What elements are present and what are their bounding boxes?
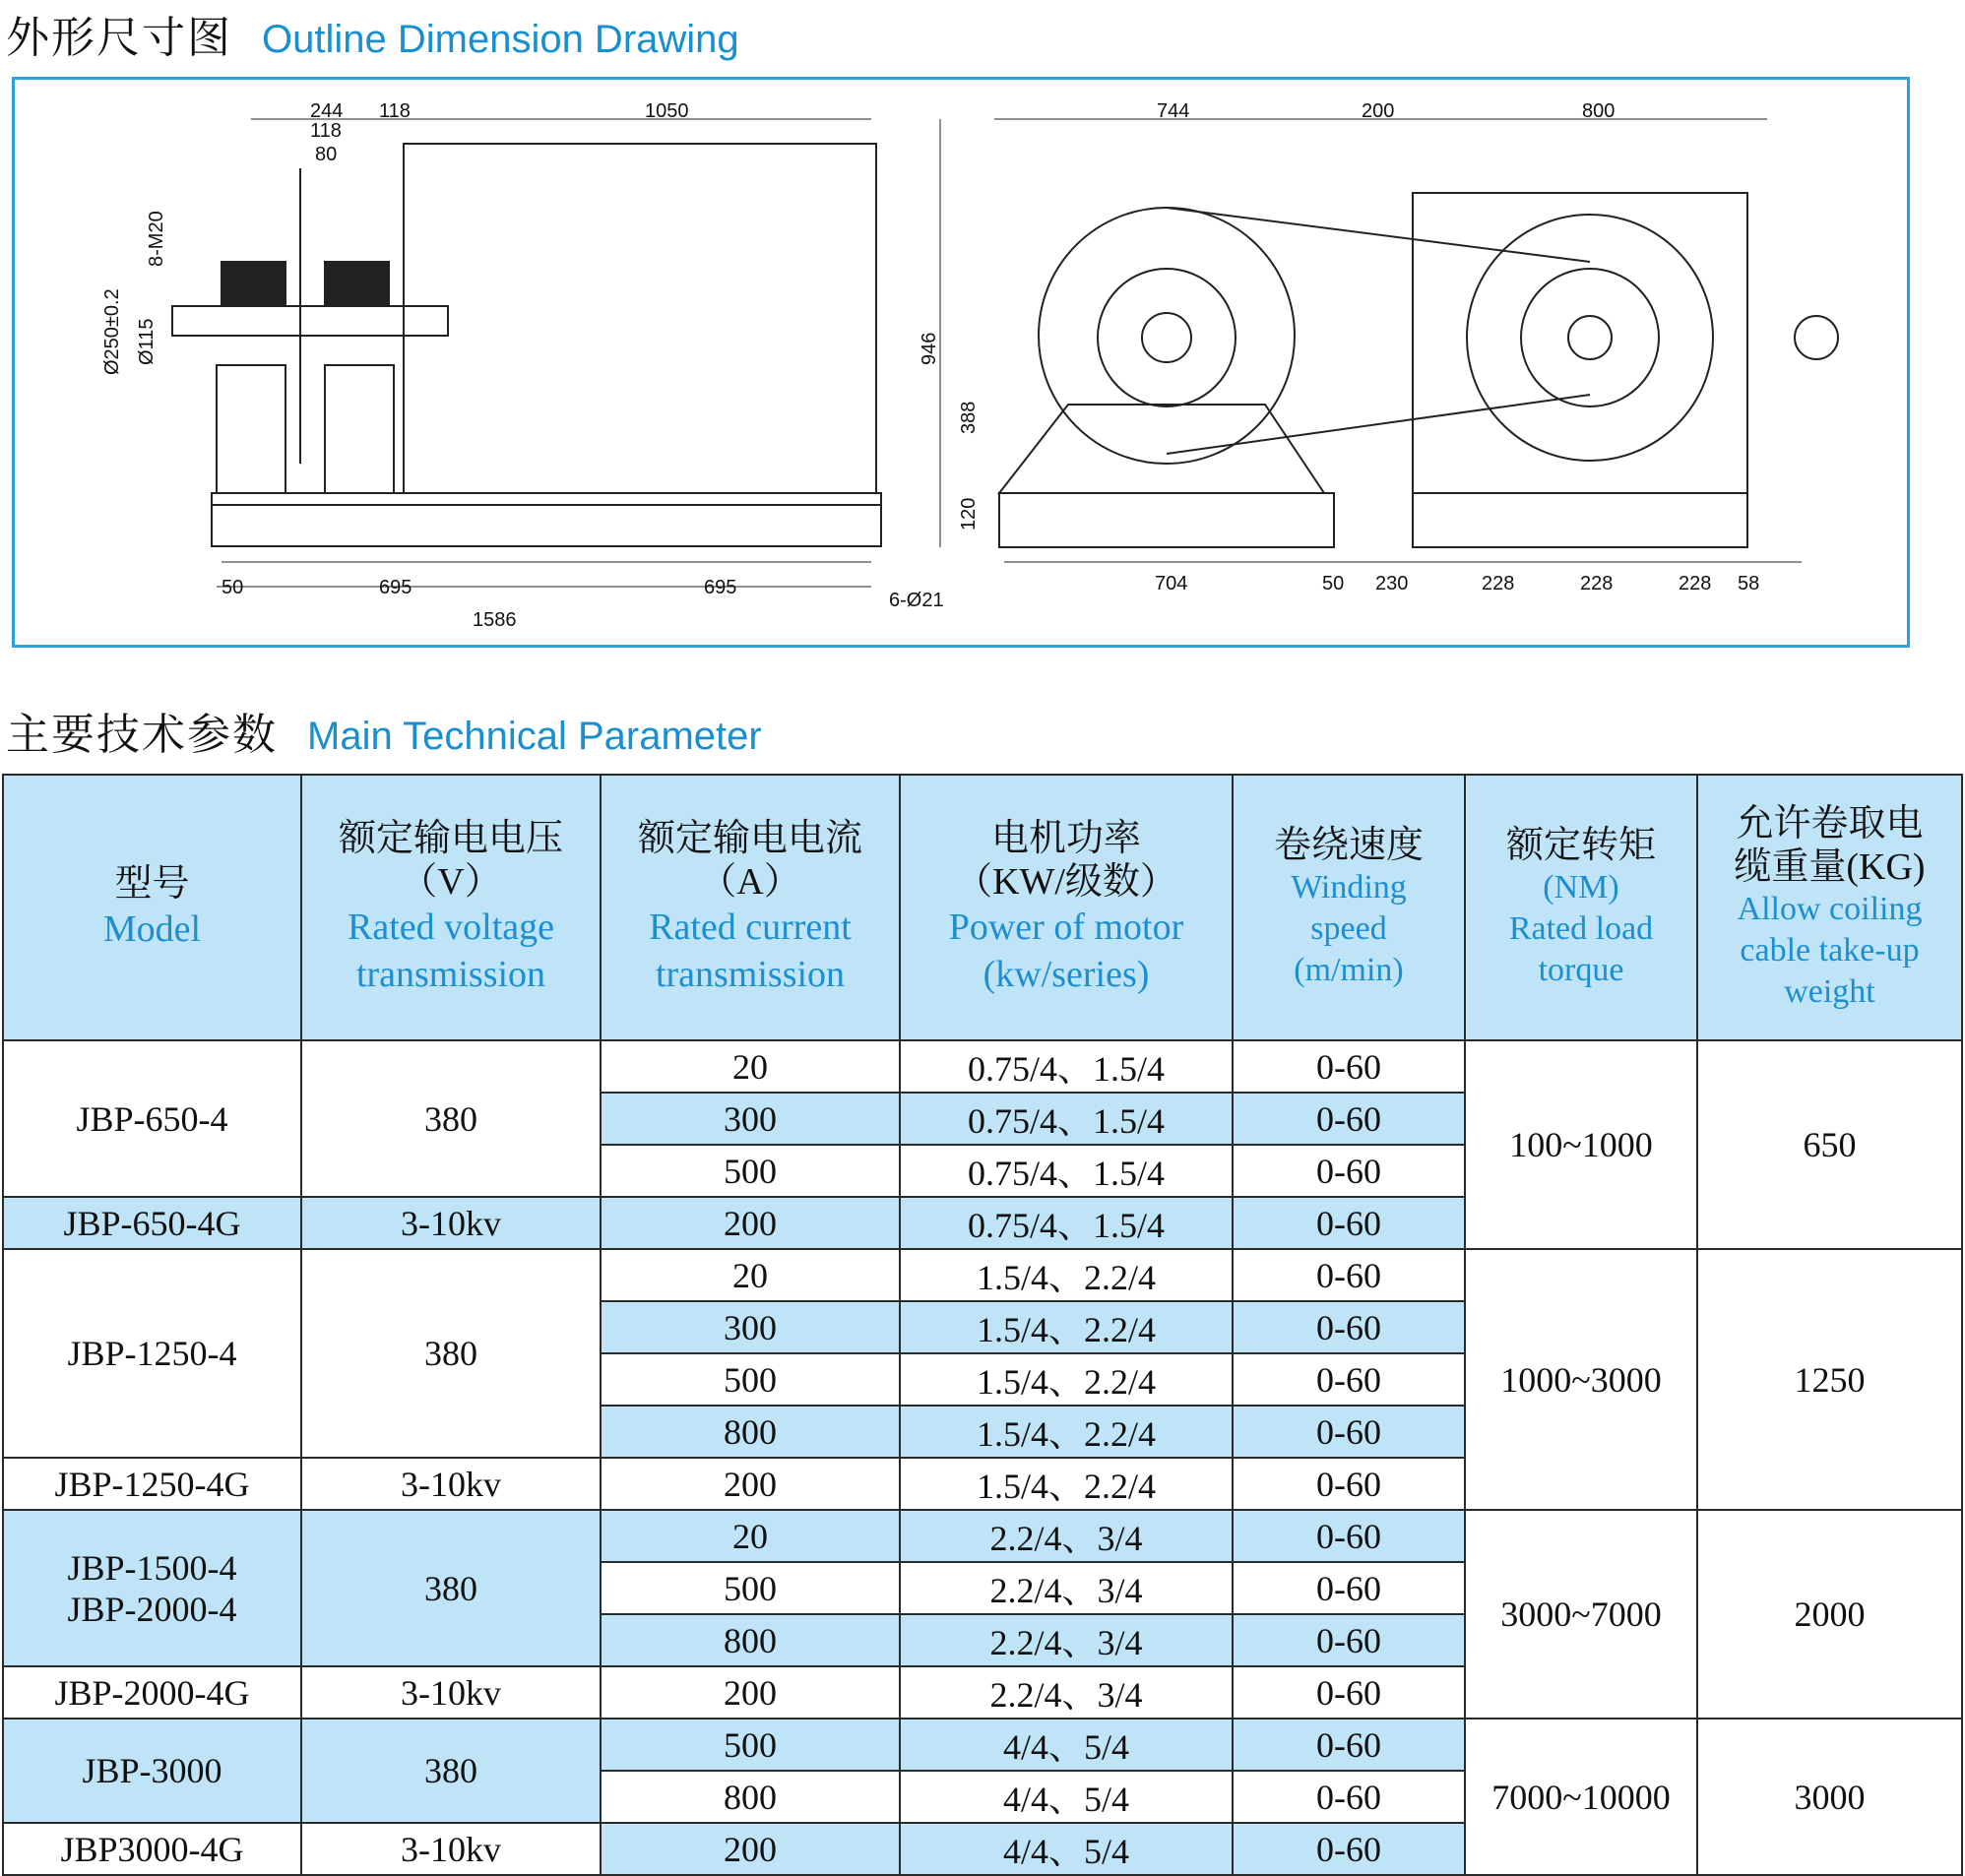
table-row — [3, 1510, 1962, 1562]
speed-cell: 0-60 — [1233, 1406, 1465, 1458]
current-cell: 500 — [601, 1145, 900, 1197]
dim-50b: 50 — [1322, 573, 1345, 594]
power-cell: 4/4、5/4 — [900, 1771, 1233, 1823]
model-cell: JBP-650-4 — [3, 1040, 301, 1197]
voltage-cell: 3-10kv — [301, 1823, 601, 1875]
dim-695a: 695 — [379, 577, 412, 598]
header-power: 电机功率 （KW/级数） Power of motor (kw/series) — [900, 775, 1233, 1040]
weight-cell: 650 — [1697, 1040, 1962, 1249]
power-cell: 2.2/4、3/4 — [900, 1614, 1233, 1666]
power-cell: 4/4、5/4 — [900, 1719, 1233, 1771]
voltage-cell: 3-10kv — [301, 1666, 601, 1719]
dim-1050: 1050 — [645, 100, 689, 122]
right-belt-top — [1167, 208, 1590, 262]
speed-cell: 0-60 — [1233, 1823, 1465, 1875]
model-line: JBP-2000-4 — [67, 1589, 237, 1629]
outline-title-cn: 外形尺寸图 — [6, 13, 232, 63]
dim-6-phi21: 6-Ø21 — [889, 590, 944, 611]
right-gearbox — [1413, 193, 1747, 493]
table-row — [3, 1040, 1962, 1093]
dim-8-m20: 8-M20 — [146, 211, 167, 267]
right-motor-stand — [999, 405, 1324, 493]
model-cell: JBP-1250-4 — [3, 1249, 301, 1458]
voltage-cell: 380 — [301, 1249, 601, 1458]
current-cell: 500 — [601, 1353, 900, 1406]
speed-cell: 0-60 — [1233, 1249, 1465, 1301]
power-cell: 4/4、5/4 — [900, 1823, 1233, 1875]
current-cell: 800 — [601, 1614, 900, 1666]
speed-cell: 0-60 — [1233, 1353, 1465, 1406]
dim-946: 946 — [919, 332, 940, 365]
dim-744: 744 — [1157, 100, 1190, 122]
dim-1586: 1586 — [473, 609, 517, 631]
speed-cell: 0-60 — [1233, 1510, 1465, 1562]
speed-cell: 0-60 — [1233, 1562, 1465, 1614]
header-model: 型号 Model — [3, 775, 301, 1040]
dim-228c: 228 — [1679, 573, 1712, 594]
power-cell: 0.75/4、1.5/4 — [900, 1145, 1233, 1197]
current-cell: 200 — [601, 1197, 900, 1249]
left-cable-drum-box — [404, 144, 876, 493]
model-cell: JBP-3000 — [3, 1719, 301, 1823]
right-motor-face — [1098, 269, 1236, 406]
weight-cell: 2000 — [1697, 1510, 1962, 1719]
dim-388: 388 — [958, 401, 980, 434]
header-current: 额定输电电流 （A） Rated current transmission — [601, 775, 900, 1040]
dim-228a: 228 — [1482, 573, 1515, 594]
power-cell: 1.5/4、2.2/4 — [900, 1458, 1233, 1510]
current-cell: 500 — [601, 1719, 900, 1771]
right-reel-hub — [1568, 316, 1612, 359]
power-cell: 0.75/4、1.5/4 — [900, 1197, 1233, 1249]
torque-cell: 7000~10000 — [1465, 1719, 1697, 1875]
current-cell: 300 — [601, 1301, 900, 1353]
left-base-frame — [212, 505, 881, 546]
dim-50a: 50 — [222, 577, 244, 598]
weight-cell: 1250 — [1697, 1249, 1962, 1510]
dim-704: 704 — [1155, 573, 1188, 594]
speed-cell: 0-60 — [1233, 1458, 1465, 1510]
power-cell: 2.2/4、3/4 — [900, 1510, 1233, 1562]
torque-cell: 3000~7000 — [1465, 1510, 1697, 1719]
voltage-cell: 3-10kv — [301, 1197, 601, 1249]
left-flange — [172, 306, 448, 336]
speed-cell: 0-60 — [1233, 1614, 1465, 1666]
model-line: JBP-1500-4 — [67, 1547, 237, 1588]
table-row — [3, 1719, 1962, 1771]
dim-695b: 695 — [704, 577, 737, 598]
current-cell: 200 — [601, 1666, 900, 1719]
power-cell: 1.5/4、2.2/4 — [900, 1249, 1233, 1301]
left-housing-1 — [217, 365, 285, 493]
dim-800: 800 — [1582, 100, 1616, 122]
table-row — [3, 1249, 1962, 1301]
current-cell: 800 — [601, 1406, 900, 1458]
current-cell: 800 — [601, 1771, 900, 1823]
dim-120: 120 — [958, 497, 980, 531]
parameter-table — [2, 774, 1963, 1876]
speed-cell: 0-60 — [1233, 1719, 1465, 1771]
dim-200: 200 — [1362, 100, 1395, 122]
right-base-left — [999, 493, 1334, 547]
speed-cell: 0-60 — [1233, 1040, 1465, 1093]
power-cell: 2.2/4、3/4 — [900, 1562, 1233, 1614]
model-cell: JBP-650-4G — [3, 1197, 301, 1249]
torque-cell: 1000~3000 — [1465, 1249, 1697, 1510]
current-cell: 200 — [601, 1823, 900, 1875]
model-cell: JBP3000-4G — [3, 1823, 301, 1875]
voltage-cell: 3-10kv — [301, 1458, 601, 1510]
outline-title-en: Outline Dimension Drawing — [262, 18, 739, 61]
left-housing-2 — [325, 365, 394, 493]
outline-heading — [6, 2, 739, 65]
dim-phi115: Ø115 — [136, 318, 158, 365]
dimension-drawing-svg — [15, 80, 1913, 651]
current-cell: 300 — [601, 1093, 900, 1145]
model-cell — [3, 1510, 301, 1666]
outline-drawing — [12, 77, 1910, 648]
weight-cell: 3000 — [1697, 1719, 1962, 1875]
current-cell: 200 — [601, 1458, 900, 1510]
power-cell: 2.2/4、3/4 — [900, 1666, 1233, 1719]
right-reel-mid — [1521, 269, 1659, 406]
model-cell: JBP-2000-4G — [3, 1666, 301, 1719]
dim-118b: 118 — [310, 120, 342, 142]
speed-cell: 0-60 — [1233, 1771, 1465, 1823]
dim-244: 244 — [310, 100, 344, 122]
dim-phi250: Ø250±0.2 — [101, 288, 123, 375]
speed-cell: 0-60 — [1233, 1093, 1465, 1145]
voltage-cell: 380 — [301, 1719, 601, 1823]
speed-cell: 0-60 — [1233, 1666, 1465, 1719]
dim-228b: 228 — [1580, 573, 1614, 594]
dim-58: 58 — [1738, 573, 1760, 594]
power-cell: 1.5/4、2.2/4 — [900, 1353, 1233, 1406]
power-cell: 1.5/4、2.2/4 — [900, 1406, 1233, 1458]
voltage-cell: 380 — [301, 1510, 601, 1666]
power-cell: 1.5/4、2.2/4 — [900, 1301, 1233, 1353]
power-cell: 0.75/4、1.5/4 — [900, 1093, 1233, 1145]
params-title-en: Main Technical Parameter — [307, 715, 762, 758]
current-cell: 500 — [601, 1562, 900, 1614]
header-torque: 额定转矩 (NM) Rated load torque — [1465, 775, 1697, 1040]
dim-80: 80 — [315, 144, 338, 165]
right-base-right — [1413, 493, 1747, 547]
torque-cell: 100~1000 — [1465, 1040, 1697, 1249]
right-drum-housing — [1039, 208, 1295, 464]
header-voltage: 额定输电电压 （V） Rated voltage transmission — [301, 775, 601, 1040]
params-heading — [6, 699, 762, 762]
speed-cell: 0-60 — [1233, 1145, 1465, 1197]
left-motor-2 — [325, 262, 389, 306]
current-cell: 20 — [601, 1510, 900, 1562]
current-cell: 20 — [601, 1249, 900, 1301]
header-weight: 允许卷取电 缆重量(KG) Allow coiling cable take-up weight — [1697, 775, 1962, 1040]
speed-cell: 0-60 — [1233, 1301, 1465, 1353]
voltage-cell: 380 — [301, 1040, 601, 1197]
power-cell: 0.75/4、1.5/4 — [900, 1040, 1233, 1093]
table-header-row — [3, 775, 1962, 1040]
current-cell: 20 — [601, 1040, 900, 1093]
left-base-top — [212, 493, 881, 505]
dim-230: 230 — [1375, 573, 1409, 594]
right-motor-hub — [1142, 313, 1191, 362]
dim-118a: 118 — [379, 100, 411, 122]
speed-cell: 0-60 — [1233, 1197, 1465, 1249]
left-motor-1 — [222, 262, 285, 306]
header-speed: 卷绕速度 Winding speed (m/min) — [1233, 775, 1465, 1040]
model-cell: JBP-1250-4G — [3, 1458, 301, 1510]
params-title-cn: 主要技术参数 — [6, 710, 278, 760]
right-slip-ring — [1795, 316, 1838, 359]
